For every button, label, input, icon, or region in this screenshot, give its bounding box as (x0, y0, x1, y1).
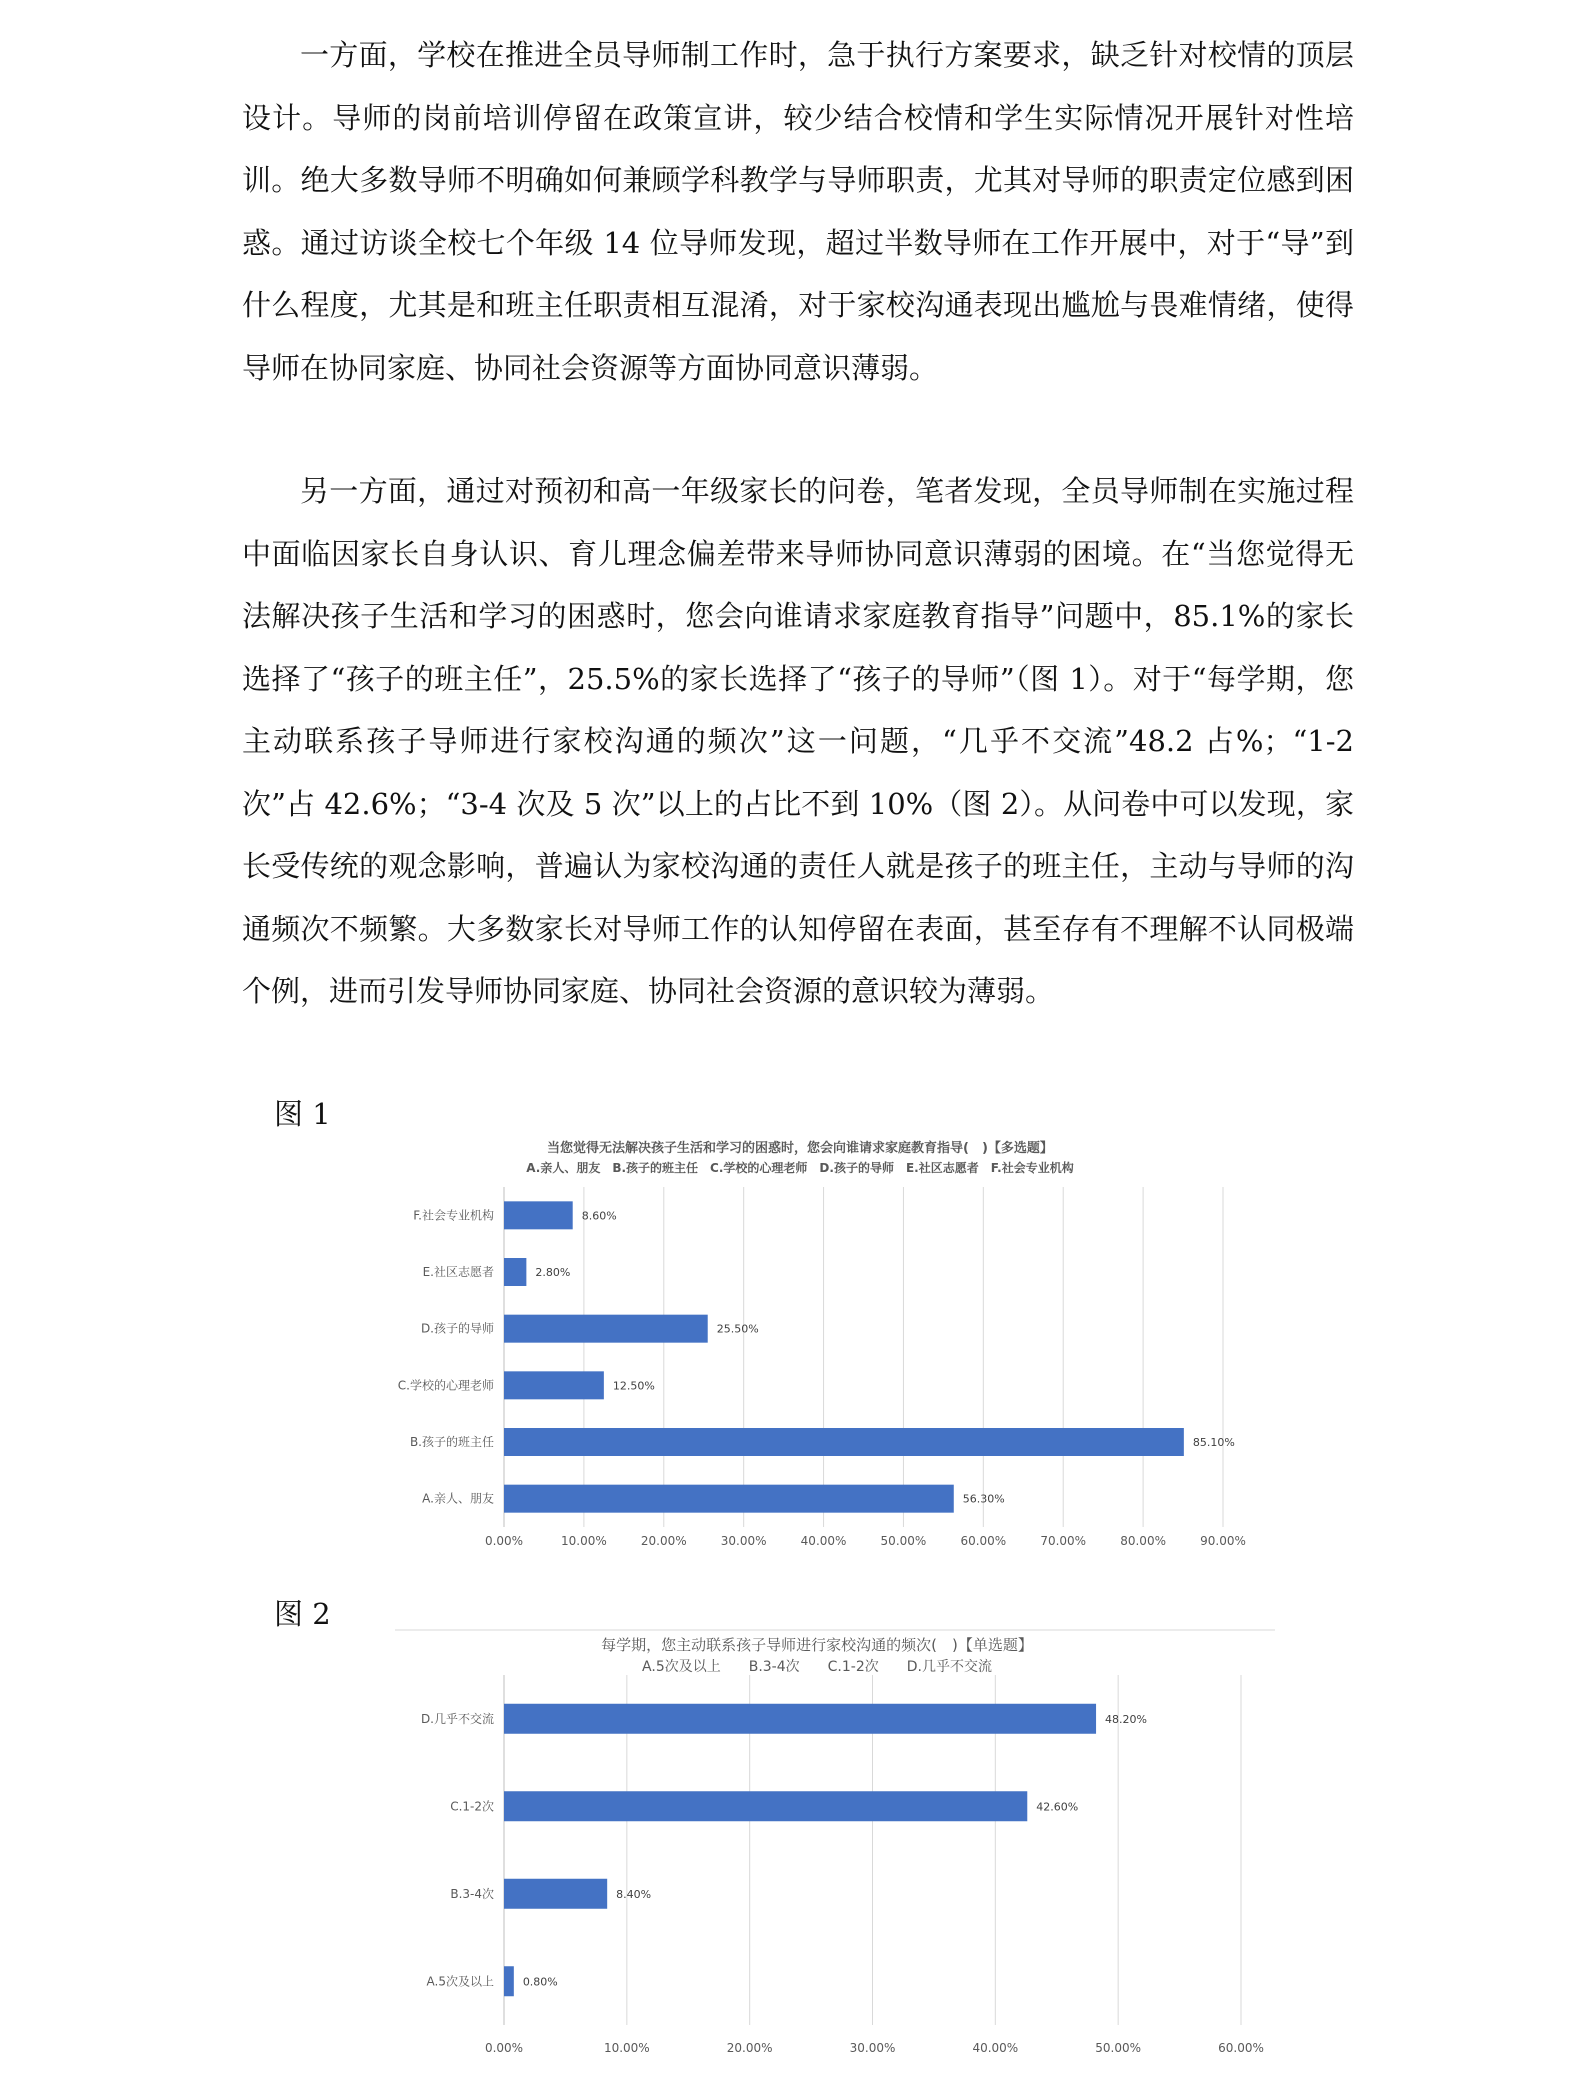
fig1-data-label: 85.10% (1192, 1436, 1235, 1449)
fig1-x-tick-label: 30.00% (720, 1534, 767, 1548)
fig1-x-tick-label: 40.00% (800, 1534, 847, 1548)
fig1-data-label: 2.80% (535, 1266, 571, 1279)
fig2-category-label: D.几乎不交流 (420, 1711, 494, 1726)
figure-1-label: 图 1 (274, 1097, 331, 1131)
fig1-x-tick-label: 50.00% (880, 1534, 927, 1548)
fig2-x-tick-label: 30.00% (849, 2041, 896, 2055)
fig1-data-label: 12.50% (612, 1379, 655, 1393)
fig2-data-label: 8.40% (616, 1887, 652, 1901)
figure-2-label: 图 2 (274, 1597, 331, 1631)
fig1-x-tick-label: 90.00% (1200, 1534, 1246, 1548)
fig1-category-label: F.社会专业机构 (413, 1208, 494, 1223)
paragraph-2: 另一方面，通过对预初和高一年级家长的问卷，笔者发现，全员导师制在实施过程中面临因家长自身认识、育儿理念偏差带来导师协同意识薄弱的困境。在“当您觉得无法解决孩子生活和学习的困惑时，您会向谁请求家庭教育指导”问题中，85.1%的家长选择了“孩子的班主任”，25.5%的家长选择了“孩子的导师”（图 1）。对于“每学期，您主动联系孩子导师进行家校沟通的频次”这一问题，“几乎不交流”48.2 占%；“1-2 次”占 42.6%；“3-4 次及 5 次”以上的占比不到 10%（图 2）。从问卷中可以发现，家长受传统的观念影响，普遍认为家校沟通的责任人就是孩子的班主任，主动与导师的沟通频次不频繁。大多数家长对导师工作的认知停留在表面，甚至存有不理解不认同极端个例，进而引发导师协同家庭、协同社会资源的意识较为薄弱。 (242, 474, 1354, 1008)
fig1-subtitle: A.亲人、朋友 B.孩子的班主任 C.学校的心理老师 D.孩子的导师 E.社区志愿者 F.社会专业机构 (526, 1161, 1074, 1175)
fig2-x-tick-label: 20.00% (726, 2041, 773, 2055)
fig2-x-tick-label: 50.00% (1095, 2041, 1142, 2055)
fig1-x-tick-label: 80.00% (1120, 1534, 1166, 1548)
fig1-bar (504, 1428, 1184, 1456)
fig1-bar (504, 1201, 573, 1229)
fig1-title: 当您觉得无法解决孩子生活和学习的困惑时，您会向谁请求家庭教育指导( )【多选题】 (547, 1141, 1053, 1156)
fig2-subtitle: A.5次及以上 B.3-4次 C.1-2次 D.几乎不交流 (642, 1659, 992, 1675)
fig2-data-label: 42.60% (1036, 1800, 1079, 1814)
fig1-bar (504, 1258, 526, 1286)
fig2-category-label: C.1-2次 (450, 1799, 494, 1814)
fig1-bar (504, 1315, 708, 1343)
fig2-bar (504, 1791, 1027, 1821)
fig1-bar (504, 1485, 954, 1513)
fig2-data-label: 48.20% (1105, 1712, 1148, 1726)
fig1-bar (504, 1371, 604, 1399)
fig1-x-tick-label: 70.00% (1040, 1534, 1087, 1548)
fig1-data-label: 25.50% (716, 1322, 759, 1336)
fig1-category-label: C.学校的心理老师 (397, 1378, 494, 1393)
fig1-category-label: D.孩子的导师 (420, 1321, 494, 1336)
fig1-category-label: A.亲人、朋友 (422, 1491, 494, 1506)
fig2-data-label: 0.80% (522, 1975, 558, 1989)
fig1-category-label: B.孩子的班主任 (409, 1435, 494, 1449)
figure-2-chart (395, 1615, 1280, 2075)
fig2-bar (504, 1966, 514, 1996)
fig2-bar (504, 1704, 1096, 1734)
fig2-title: 每学期，您主动联系孩子导师进行家校沟通的频次( )【单选题】 (601, 1636, 1033, 1654)
fig1-x-tick-label: 10.00% (561, 1534, 607, 1548)
fig2-category-label: B.3-4次 (450, 1886, 494, 1901)
fig2-category-label: A.5次及以上 (426, 1974, 494, 1989)
fig1-category-label: E.社区志愿者 (422, 1265, 494, 1279)
fig2-x-tick-label: 40.00% (972, 2041, 1019, 2055)
paragraph-1: 一方面，学校在推进全员导师制工作时，急于执行方案要求，缺乏针对校情的顶层设计。导师的岗前培训停留在政策宣讲，较少结合校情和学生实际情况开展针对性培训。绝大多数导师不明确如何兼顾学科教学与导师职责，尤其对导师的职责定位感到困惑。通过访谈全校七个年级 14 位导师发现，超过半数导师在工作开展中，对于“导”到什么程度，尤其是和班主任职责相互混淆，对于家校沟通表现出尴尬与畏难情绪，使得导师在协同家庭、协同社会资源等方面协同意识薄弱。 (242, 38, 1354, 385)
fig1-x-tick-label: 0.00% (484, 1534, 524, 1548)
fig2-bar (504, 1879, 607, 1909)
fig1-data-label: 8.60% (581, 1209, 617, 1223)
fig2-x-tick-label: 0.00% (484, 2041, 524, 2055)
fig2-x-tick-label: 60.00% (1218, 2041, 1264, 2055)
fig1-data-label: 56.30% (962, 1492, 1005, 1506)
figure-1-chart (330, 1125, 1270, 1575)
fig1-x-tick-label: 60.00% (960, 1534, 1007, 1548)
fig1-x-tick-label: 20.00% (640, 1534, 687, 1548)
fig2-x-tick-label: 10.00% (603, 2041, 650, 2055)
